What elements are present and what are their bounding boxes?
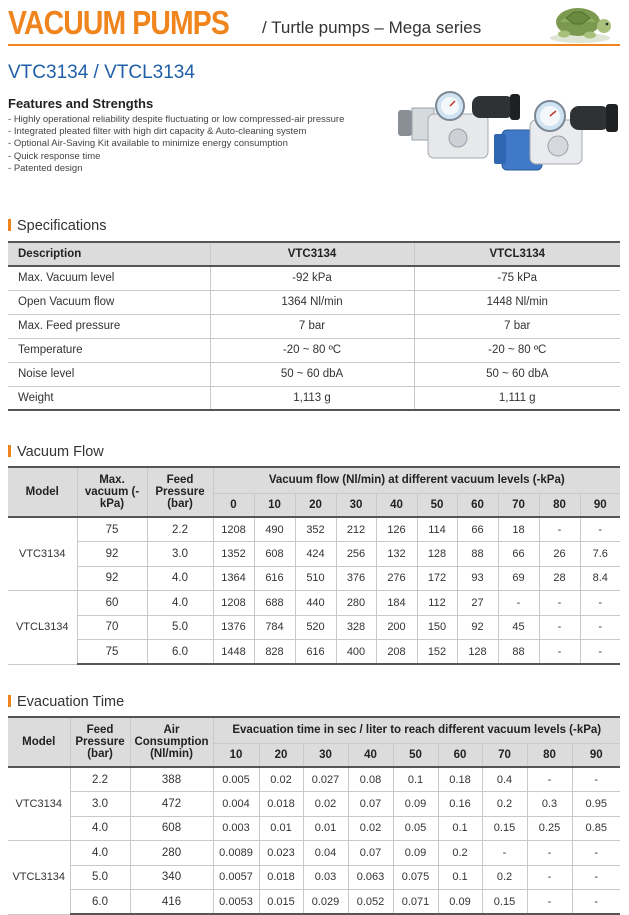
value-cell: 1352 (213, 542, 254, 567)
value-cell: 0.1 (393, 767, 438, 792)
page-subtitle: / Turtle pumps – Mega series (262, 18, 482, 37)
value-cell: 0.95 (572, 792, 620, 817)
value-cell: 0.2 (482, 865, 527, 890)
features-block (8, 96, 378, 175)
section-title: Vacuum Flow (17, 444, 104, 460)
table-row (8, 816, 620, 841)
value-cell: 26 (539, 542, 580, 567)
value-cell: 0.07 (348, 841, 393, 866)
value-cell: 0.04 (303, 841, 348, 866)
value-cell: - (527, 890, 572, 915)
param-cell: 2.2 (147, 517, 213, 542)
value-cell: 7.6 (580, 542, 620, 567)
table-row (8, 865, 620, 890)
spec-value-cell: 1,111 g (414, 386, 620, 410)
column-header: VTC3134 (210, 242, 414, 266)
value-cell: 92 (457, 615, 498, 640)
param-cell: 2.2 (70, 767, 130, 792)
section-title: Evacuation Time (17, 694, 125, 710)
param-cell: 280 (130, 841, 213, 866)
vacuum-flow-heading (8, 444, 104, 460)
value-cell: 828 (254, 640, 295, 665)
value-cell: 0.2 (438, 841, 482, 866)
value-cell: 66 (457, 517, 498, 542)
param-cell: 340 (130, 865, 213, 890)
level-header: 70 (498, 493, 539, 517)
value-cell: 1208 (213, 591, 254, 616)
level-header: 60 (438, 743, 482, 767)
value-cell: 440 (295, 591, 336, 616)
value-cell: 184 (376, 591, 417, 616)
value-cell: 1448 (213, 640, 254, 665)
value-cell: 276 (376, 566, 417, 591)
spec-value-cell: 1364 Nl/min (210, 290, 414, 314)
value-cell: 93 (457, 566, 498, 591)
table-row (8, 792, 620, 817)
page-title: VACUUM PUMPS (8, 4, 229, 41)
value-cell: 0.01 (303, 816, 348, 841)
level-header: 50 (393, 743, 438, 767)
level-header: 70 (482, 743, 527, 767)
value-cell: 0.15 (482, 816, 527, 841)
value-cell: 0.2 (482, 792, 527, 817)
value-cell: 1376 (213, 615, 254, 640)
value-cell: - (580, 615, 620, 640)
evacuation-time-heading (8, 694, 124, 710)
column-header: Feed Pressure (bar) (147, 467, 213, 517)
feature-item: - Integrated pleated filter with high dirt capacity & Auto-cleaning system (8, 126, 378, 138)
value-cell: 0.018 (259, 792, 303, 817)
value-cell: 616 (254, 566, 295, 591)
level-header: 80 (539, 493, 580, 517)
param-cell: 3.0 (147, 542, 213, 567)
spec-value-cell: 50 ~ 60 dbA (414, 362, 620, 386)
spec-value-cell: -92 kPa (210, 266, 414, 290)
value-cell: 280 (336, 591, 376, 616)
span-header: Evacuation time in sec / liter to reach different vacuum levels (-kPa) (213, 717, 620, 743)
value-cell: - (572, 841, 620, 866)
feature-item: - Quick response time (8, 151, 378, 163)
value-cell: 688 (254, 591, 295, 616)
level-header: 90 (572, 743, 620, 767)
table-row (8, 314, 620, 338)
spec-value-cell: -75 kPa (414, 266, 620, 290)
column-header: Model (8, 467, 77, 517)
feature-item: - Highly operational reliability despite fluctuating or low compressed-air pressure (8, 114, 378, 126)
value-cell: 0.0089 (213, 841, 259, 866)
value-cell: 1364 (213, 566, 254, 591)
model-cell: VTC3134 (8, 767, 70, 841)
value-cell: 0.018 (259, 865, 303, 890)
param-cell: 6.0 (147, 640, 213, 665)
value-cell: - (527, 865, 572, 890)
value-cell: 128 (417, 542, 457, 567)
feature-item: - Patented design (8, 163, 378, 175)
table-row (8, 615, 620, 640)
value-cell: 132 (376, 542, 417, 567)
spec-value-cell: 7 bar (414, 314, 620, 338)
model-cell: VTCL3134 (8, 591, 77, 665)
spec-value-cell: -20 ~ 80 ºC (210, 338, 414, 362)
level-header: 30 (336, 493, 376, 517)
table-row (8, 386, 620, 410)
value-cell: 0.09 (393, 792, 438, 817)
spec-label-cell: Noise level (8, 362, 210, 386)
value-cell: - (539, 591, 580, 616)
model-cell: VTCL3134 (8, 841, 70, 915)
value-cell: 0.023 (259, 841, 303, 866)
table-header-row (8, 717, 620, 743)
spec-label-cell: Max. Vacuum level (8, 266, 210, 290)
value-cell: - (580, 517, 620, 542)
value-cell: - (572, 890, 620, 915)
vacuum-flow-table (8, 466, 620, 665)
level-header: 90 (580, 493, 620, 517)
table-row (8, 517, 620, 542)
value-cell: - (539, 640, 580, 665)
product-image (398, 90, 620, 190)
level-header: 40 (348, 743, 393, 767)
level-header: 50 (417, 493, 457, 517)
section-title: Specifications (17, 218, 107, 234)
value-cell: 352 (295, 517, 336, 542)
param-cell: 388 (130, 767, 213, 792)
level-header: 20 (295, 493, 336, 517)
evacuation-time-table (8, 716, 620, 915)
spec-value-cell: 50 ~ 60 dbA (210, 362, 414, 386)
value-cell: 490 (254, 517, 295, 542)
value-cell: 608 (254, 542, 295, 567)
value-cell: 0.029 (303, 890, 348, 915)
value-cell: 400 (336, 640, 376, 665)
spec-label-cell: Weight (8, 386, 210, 410)
value-cell: 150 (417, 615, 457, 640)
value-cell: 212 (336, 517, 376, 542)
value-cell: - (572, 767, 620, 792)
value-cell: 112 (417, 591, 457, 616)
value-cell: 0.18 (438, 767, 482, 792)
value-cell: - (539, 517, 580, 542)
level-header: 20 (259, 743, 303, 767)
value-cell: 510 (295, 566, 336, 591)
value-cell: 0.08 (348, 767, 393, 792)
param-cell: 4.0 (70, 841, 130, 866)
spec-value-cell: 1448 Nl/min (414, 290, 620, 314)
level-header: 60 (457, 493, 498, 517)
value-cell: 256 (336, 542, 376, 567)
header-rule (8, 44, 620, 46)
param-cell: 70 (77, 615, 147, 640)
table-row (8, 542, 620, 567)
table-row (8, 640, 620, 665)
value-cell: 0.1 (438, 865, 482, 890)
value-cell: - (580, 591, 620, 616)
section-marker (8, 445, 11, 457)
level-header: 10 (254, 493, 295, 517)
span-header: Vacuum flow (Nl/min) at different vacuum levels (-kPa) (213, 467, 620, 493)
param-cell: 608 (130, 816, 213, 841)
value-cell: 0.003 (213, 816, 259, 841)
value-cell: - (498, 591, 539, 616)
value-cell: 0.05 (393, 816, 438, 841)
value-cell: 69 (498, 566, 539, 591)
spec-label-cell: Open Vacuum flow (8, 290, 210, 314)
value-cell: 0.02 (303, 792, 348, 817)
value-cell: 376 (336, 566, 376, 591)
model-title: VTC3134 / VTCL3134 (8, 62, 195, 83)
value-cell: 172 (417, 566, 457, 591)
param-cell: 92 (77, 542, 147, 567)
model-cell: VTC3134 (8, 517, 77, 591)
value-cell: 27 (457, 591, 498, 616)
value-cell: 0.015 (259, 890, 303, 915)
value-cell: 200 (376, 615, 417, 640)
value-cell: 0.85 (572, 816, 620, 841)
table-row (8, 290, 620, 314)
value-cell: 0.005 (213, 767, 259, 792)
value-cell: 0.004 (213, 792, 259, 817)
table-row (8, 767, 620, 792)
value-cell: 208 (376, 640, 417, 665)
spec-value-cell: 7 bar (210, 314, 414, 338)
value-cell: - (539, 615, 580, 640)
table-row (8, 266, 620, 290)
param-cell: 4.0 (70, 816, 130, 841)
level-header: 10 (213, 743, 259, 767)
value-cell: 0.027 (303, 767, 348, 792)
level-header: 40 (376, 493, 417, 517)
specifications-heading (8, 218, 106, 234)
param-cell: 60 (77, 591, 147, 616)
table-row (8, 841, 620, 866)
value-cell: 616 (295, 640, 336, 665)
param-cell: 5.0 (70, 865, 130, 890)
value-cell: 66 (498, 542, 539, 567)
value-cell: 1208 (213, 517, 254, 542)
page-header (0, 0, 629, 50)
features-list (8, 114, 378, 175)
table-row (8, 591, 620, 616)
value-cell: 114 (417, 517, 457, 542)
value-cell: 0.09 (393, 841, 438, 866)
spec-label-cell: Max. Feed pressure (8, 314, 210, 338)
value-cell: 0.1 (438, 816, 482, 841)
param-cell: 472 (130, 792, 213, 817)
table-row (8, 338, 620, 362)
value-cell: 0.0057 (213, 865, 259, 890)
value-cell: 0.075 (393, 865, 438, 890)
features-heading: Features and Strengths (8, 96, 154, 111)
turtle-logo-icon (544, 0, 616, 44)
level-header: 80 (527, 743, 572, 767)
feature-item: - Optional Air-Saving Kit available to minimize energy consumption (8, 138, 378, 150)
value-cell: 328 (336, 615, 376, 640)
value-cell: 0.4 (482, 767, 527, 792)
column-header: VTCL3134 (414, 242, 620, 266)
spec-value-cell: 1,113 g (210, 386, 414, 410)
value-cell: 784 (254, 615, 295, 640)
value-cell: 0.01 (259, 816, 303, 841)
table-header-row (8, 242, 620, 266)
value-cell: 0.3 (527, 792, 572, 817)
column-header: Feed Pressure (bar) (70, 717, 130, 767)
value-cell: 45 (498, 615, 539, 640)
param-cell: 75 (77, 517, 147, 542)
spec-value-cell: -20 ~ 80 ºC (414, 338, 620, 362)
value-cell: 152 (417, 640, 457, 665)
table-row (8, 890, 620, 915)
table-row (8, 566, 620, 591)
value-cell: 8.4 (580, 566, 620, 591)
value-cell: 0.02 (348, 816, 393, 841)
value-cell: - (527, 767, 572, 792)
param-cell: 6.0 (70, 890, 130, 915)
value-cell: - (482, 841, 527, 866)
value-cell: 0.25 (527, 816, 572, 841)
value-cell: 0.07 (348, 792, 393, 817)
value-cell: 28 (539, 566, 580, 591)
value-cell: 0.063 (348, 865, 393, 890)
value-cell: 0.16 (438, 792, 482, 817)
column-header: Model (8, 717, 70, 767)
param-cell: 5.0 (147, 615, 213, 640)
specifications-table (8, 241, 620, 411)
value-cell: 424 (295, 542, 336, 567)
column-header: Max. vacuum (-kPa) (77, 467, 147, 517)
value-cell: 0.071 (393, 890, 438, 915)
value-cell: - (572, 865, 620, 890)
value-cell: 0.09 (438, 890, 482, 915)
value-cell: 520 (295, 615, 336, 640)
level-header: 0 (213, 493, 254, 517)
column-header: Description (8, 242, 210, 266)
param-cell: 416 (130, 890, 213, 915)
param-cell: 4.0 (147, 566, 213, 591)
value-cell: 0.0053 (213, 890, 259, 915)
value-cell: 0.03 (303, 865, 348, 890)
param-cell: 92 (77, 566, 147, 591)
value-cell: 0.02 (259, 767, 303, 792)
spec-label-cell: Temperature (8, 338, 210, 362)
table-header-row (8, 467, 620, 493)
value-cell: 0.052 (348, 890, 393, 915)
value-cell: 0.15 (482, 890, 527, 915)
column-header: Air Consumption (Nl/min) (130, 717, 213, 767)
level-header: 30 (303, 743, 348, 767)
param-cell: 4.0 (147, 591, 213, 616)
value-cell: 88 (457, 542, 498, 567)
value-cell: 126 (376, 517, 417, 542)
value-cell: 128 (457, 640, 498, 665)
param-cell: 75 (77, 640, 147, 665)
value-cell: 18 (498, 517, 539, 542)
value-cell: 88 (498, 640, 539, 665)
section-marker (8, 219, 11, 231)
param-cell: 3.0 (70, 792, 130, 817)
value-cell: - (527, 841, 572, 866)
table-row (8, 362, 620, 386)
value-cell: - (580, 640, 620, 665)
section-marker (8, 695, 11, 707)
